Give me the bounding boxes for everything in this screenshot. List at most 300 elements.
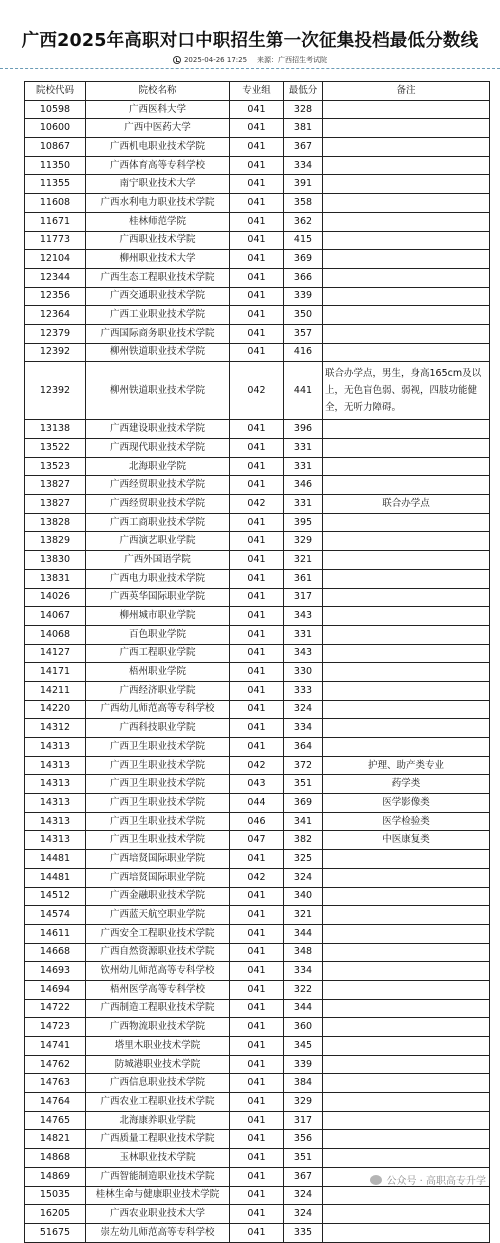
table-row	[25, 625, 490, 644]
major-group-cell: 041	[230, 287, 284, 306]
column-header: 院校代码	[25, 82, 86, 101]
school-name-cell: 广西培贤国际职业学院	[86, 850, 230, 869]
remark-cell	[323, 551, 490, 570]
table-row	[25, 794, 490, 813]
min-score-cell: 395	[284, 513, 323, 532]
major-group-cell: 041	[230, 439, 284, 458]
school-code-cell: 14026	[25, 588, 86, 607]
min-score-cell: 372	[284, 756, 323, 775]
school-name-cell: 广西培贤国际职业学院	[86, 868, 230, 887]
remark-cell	[323, 1037, 490, 1056]
min-score-cell: 384	[284, 1074, 323, 1093]
major-group-cell: 041	[230, 906, 284, 925]
min-score-cell: 324	[284, 700, 323, 719]
table-row	[25, 1130, 490, 1149]
school-code-cell: 11355	[25, 175, 86, 194]
school-code-cell: 14068	[25, 625, 86, 644]
remark-cell	[323, 175, 490, 194]
table-row	[25, 287, 490, 306]
score-table	[24, 81, 490, 1243]
major-group-cell: 041	[230, 476, 284, 495]
school-code-cell: 15035	[25, 1186, 86, 1205]
table-row	[25, 831, 490, 850]
min-score-cell: 334	[284, 962, 323, 981]
major-group-cell: 041	[230, 887, 284, 906]
school-name-cell: 广西物流职业技术学院	[86, 1018, 230, 1037]
school-name-cell: 广西经贸职业技术学院	[86, 495, 230, 514]
major-group-cell: 041	[230, 100, 284, 119]
school-name-cell: 广西医科大学	[86, 100, 230, 119]
school-code-cell: 51675	[25, 1223, 86, 1242]
min-score-cell: 416	[284, 343, 323, 362]
school-name-cell: 广西中医药大学	[86, 119, 230, 138]
school-name-cell: 崇左幼儿师范高等专科学校	[86, 1223, 230, 1242]
school-code-cell: 12392	[25, 343, 86, 362]
school-code-cell: 10867	[25, 138, 86, 157]
school-code-cell: 14313	[25, 831, 86, 850]
remark-cell	[323, 1205, 490, 1224]
remark-cell	[323, 476, 490, 495]
remark-cell	[323, 343, 490, 362]
school-code-cell: 14722	[25, 999, 86, 1018]
remark-cell	[323, 1018, 490, 1037]
school-name-cell: 北海职业学院	[86, 457, 230, 476]
major-group-cell: 041	[230, 231, 284, 250]
school-name-cell: 北海康养职业学院	[86, 1111, 230, 1130]
remark-cell	[323, 1111, 490, 1130]
min-score-cell: 366	[284, 268, 323, 287]
major-group-cell: 041	[230, 1186, 284, 1205]
min-score-cell: 367	[284, 138, 323, 157]
table-row	[25, 644, 490, 663]
remark-cell	[323, 924, 490, 943]
school-name-cell: 广西卫生职业技术学院	[86, 756, 230, 775]
table-row	[25, 999, 490, 1018]
clock-icon	[173, 56, 181, 64]
major-group-cell: 041	[230, 324, 284, 343]
remark-cell	[323, 644, 490, 663]
min-score-cell: 324	[284, 868, 323, 887]
remark-cell	[323, 980, 490, 999]
school-code-cell: 12344	[25, 268, 86, 287]
major-group-cell: 041	[230, 1018, 284, 1037]
major-group-cell: 041	[230, 343, 284, 362]
school-name-cell: 钦州幼儿师范高等专科学校	[86, 962, 230, 981]
min-score-cell: 361	[284, 569, 323, 588]
min-score-cell: 340	[284, 887, 323, 906]
table-row	[25, 1037, 490, 1056]
school-name-cell: 广西国际商务职业技术学院	[86, 324, 230, 343]
major-group-cell: 041	[230, 306, 284, 325]
major-group-cell: 041	[230, 607, 284, 626]
min-score-cell: 325	[284, 850, 323, 869]
major-group-cell: 041	[230, 569, 284, 588]
column-header: 专业组	[230, 82, 284, 101]
major-group-cell: 041	[230, 681, 284, 700]
table-row	[25, 906, 490, 925]
remark-cell	[323, 868, 490, 887]
school-code-cell: 13830	[25, 551, 86, 570]
school-name-cell: 广西科技职业学院	[86, 719, 230, 738]
min-score-cell: 317	[284, 588, 323, 607]
column-header: 备注	[323, 82, 490, 101]
min-score-cell: 351	[284, 1149, 323, 1168]
remark-cell	[323, 532, 490, 551]
school-code-cell: 14765	[25, 1111, 86, 1130]
school-name-cell: 广西卫生职业技术学院	[86, 775, 230, 794]
school-code-cell: 14220	[25, 700, 86, 719]
major-group-cell: 041	[230, 194, 284, 213]
school-code-cell: 16205	[25, 1205, 86, 1224]
table-row	[25, 457, 490, 476]
remark-cell	[323, 156, 490, 175]
min-score-cell: 331	[284, 457, 323, 476]
major-group-cell: 041	[230, 850, 284, 869]
school-name-cell: 广西自然资源职业技术学院	[86, 943, 230, 962]
school-name-cell: 广西卫生职业技术学院	[86, 794, 230, 813]
school-code-cell: 13831	[25, 569, 86, 588]
min-score-cell: 324	[284, 1186, 323, 1205]
school-name-cell: 玉林职业技术学院	[86, 1149, 230, 1168]
major-group-cell: 043	[230, 775, 284, 794]
school-code-cell: 13138	[25, 420, 86, 439]
school-name-cell: 百色职业学院	[86, 625, 230, 644]
major-group-cell: 041	[230, 1223, 284, 1242]
table-row	[25, 362, 490, 420]
major-group-cell: 041	[230, 644, 284, 663]
major-group-cell: 041	[230, 420, 284, 439]
dashed-divider	[0, 68, 500, 69]
remark-cell: 医学影像类	[323, 794, 490, 813]
major-group-cell: 041	[230, 1167, 284, 1186]
school-code-cell: 14312	[25, 719, 86, 738]
remark-cell: 医学检验类	[323, 812, 490, 831]
school-code-cell: 12379	[25, 324, 86, 343]
school-code-cell: 13827	[25, 476, 86, 495]
school-name-cell: 广西外国语学院	[86, 551, 230, 570]
min-score-cell: 329	[284, 1093, 323, 1112]
remark-cell	[323, 1055, 490, 1074]
school-name-cell: 广西农业职业技术大学	[86, 1205, 230, 1224]
min-score-cell: 351	[284, 775, 323, 794]
watermark-text: 公众号 · 高职高专升学	[386, 1176, 486, 1187]
min-score-cell: 328	[284, 100, 323, 119]
remark-cell: 护理、助产类专业	[323, 756, 490, 775]
min-score-cell: 334	[284, 156, 323, 175]
school-code-cell: 14313	[25, 738, 86, 757]
major-group-cell: 041	[230, 700, 284, 719]
remark-cell	[323, 287, 490, 306]
table-row	[25, 138, 490, 157]
school-name-cell: 南宁职业技术大学	[86, 175, 230, 194]
school-code-cell: 14481	[25, 850, 86, 869]
school-name-cell: 广西制造工程职业技术学院	[86, 999, 230, 1018]
major-group-cell: 047	[230, 831, 284, 850]
min-score-cell: 350	[284, 306, 323, 325]
remark-cell	[323, 194, 490, 213]
major-group-cell: 041	[230, 250, 284, 269]
major-group-cell: 046	[230, 812, 284, 831]
table-row	[25, 1205, 490, 1224]
remark-cell	[323, 212, 490, 231]
major-group-cell: 041	[230, 625, 284, 644]
min-score-cell: 343	[284, 644, 323, 663]
school-code-cell: 13523	[25, 457, 86, 476]
school-code-cell: 14741	[25, 1037, 86, 1056]
major-group-cell: 041	[230, 1111, 284, 1130]
major-group-cell: 041	[230, 268, 284, 287]
table-row	[25, 607, 490, 626]
school-name-cell: 广西智能制造职业技术学院	[86, 1167, 230, 1186]
school-name-cell: 广西卫生职业技术学院	[86, 831, 230, 850]
school-code-cell: 14821	[25, 1130, 86, 1149]
major-group-cell: 041	[230, 1093, 284, 1112]
min-score-cell: 345	[284, 1037, 323, 1056]
major-group-cell: 044	[230, 794, 284, 813]
school-code-cell: 11350	[25, 156, 86, 175]
min-score-cell: 321	[284, 551, 323, 570]
school-code-cell: 12392	[25, 362, 86, 420]
school-name-cell: 梧州医学高等专科学校	[86, 980, 230, 999]
school-code-cell: 14723	[25, 1018, 86, 1037]
remark-cell	[323, 100, 490, 119]
remark-cell	[323, 850, 490, 869]
watermark	[370, 1172, 486, 1187]
remark-cell	[323, 569, 490, 588]
school-name-cell: 广西幼儿师范高等专科学校	[86, 700, 230, 719]
school-name-cell: 广西信息职业技术学院	[86, 1074, 230, 1093]
school-name-cell: 广西电力职业技术学院	[86, 569, 230, 588]
school-name-cell: 防城港职业技术学院	[86, 1055, 230, 1074]
min-score-cell: 360	[284, 1018, 323, 1037]
table-row	[25, 738, 490, 757]
major-group-cell: 041	[230, 943, 284, 962]
school-name-cell: 柳州铁道职业技术学院	[86, 343, 230, 362]
table-row	[25, 1074, 490, 1093]
table-row	[25, 156, 490, 175]
remark-cell	[323, 138, 490, 157]
min-score-cell: 367	[284, 1167, 323, 1186]
remark-cell	[323, 1130, 490, 1149]
major-group-cell: 041	[230, 156, 284, 175]
major-group-cell: 042	[230, 756, 284, 775]
school-name-cell: 广西机电职业技术学院	[86, 138, 230, 157]
school-name-cell: 广西演艺职业学院	[86, 532, 230, 551]
remark-cell	[323, 513, 490, 532]
school-code-cell: 14481	[25, 868, 86, 887]
school-name-cell: 柳州城市职业学院	[86, 607, 230, 626]
major-group-cell: 041	[230, 1037, 284, 1056]
min-score-cell: 381	[284, 119, 323, 138]
remark-cell	[323, 1223, 490, 1242]
min-score-cell: 369	[284, 250, 323, 269]
school-name-cell: 广西工业职业技术学院	[86, 306, 230, 325]
table-row	[25, 1149, 490, 1168]
school-name-cell: 广西安全工程职业技术学院	[86, 924, 230, 943]
min-score-cell: 339	[284, 1055, 323, 1074]
remark-cell	[323, 738, 490, 757]
table-row	[25, 681, 490, 700]
table-row	[25, 1111, 490, 1130]
table-row	[25, 943, 490, 962]
school-name-cell: 广西经济职业学院	[86, 681, 230, 700]
table-row	[25, 569, 490, 588]
min-score-cell: 364	[284, 738, 323, 757]
min-score-cell: 330	[284, 663, 323, 682]
remark-cell	[323, 887, 490, 906]
school-code-cell: 11773	[25, 231, 86, 250]
school-code-cell: 13522	[25, 439, 86, 458]
min-score-cell: 358	[284, 194, 323, 213]
table-row	[25, 924, 490, 943]
table-row	[25, 212, 490, 231]
table-row	[25, 663, 490, 682]
table-row	[25, 306, 490, 325]
table-row	[25, 495, 490, 514]
school-name-cell: 广西质量工程职业技术学院	[86, 1130, 230, 1149]
remark-cell	[323, 324, 490, 343]
remark-cell	[323, 625, 490, 644]
major-group-cell: 041	[230, 1055, 284, 1074]
school-name-cell: 梧州职业学院	[86, 663, 230, 682]
remark-cell: 联合办学点，男生，身高165cm及以上，无色盲色弱、弱视，四肢功能健全，无听力障碍。	[323, 362, 490, 420]
remark-cell	[323, 1074, 490, 1093]
table-row	[25, 175, 490, 194]
publish-date: 2025-04-26 17:25	[183, 56, 248, 64]
wechat-icon	[370, 1175, 382, 1185]
remark-cell: 药学类	[323, 775, 490, 794]
min-score-cell: 334	[284, 719, 323, 738]
remark-cell	[323, 906, 490, 925]
table-row	[25, 343, 490, 362]
school-name-cell: 广西建设职业技术学院	[86, 420, 230, 439]
min-score-cell: 317	[284, 1111, 323, 1130]
table-row	[25, 532, 490, 551]
column-header: 最低分	[284, 82, 323, 101]
table-row	[25, 231, 490, 250]
min-score-cell: 331	[284, 439, 323, 458]
table-row	[25, 551, 490, 570]
school-code-cell: 14171	[25, 663, 86, 682]
min-score-cell: 344	[284, 999, 323, 1018]
major-group-cell: 041	[230, 663, 284, 682]
school-name-cell: 广西英华国际职业学院	[86, 588, 230, 607]
remark-cell	[323, 1149, 490, 1168]
min-score-cell: 356	[284, 1130, 323, 1149]
school-code-cell: 12104	[25, 250, 86, 269]
school-code-cell: 13829	[25, 532, 86, 551]
school-name-cell: 广西卫生职业技术学院	[86, 738, 230, 757]
table-row	[25, 775, 490, 794]
school-name-cell: 广西生态工程职业技术学院	[86, 268, 230, 287]
table-row	[25, 1093, 490, 1112]
min-score-cell: 343	[284, 607, 323, 626]
min-score-cell: 441	[284, 362, 323, 420]
table-header-row	[25, 82, 490, 101]
school-name-cell: 广西体育高等专科学校	[86, 156, 230, 175]
major-group-cell: 041	[230, 588, 284, 607]
school-name-cell: 桂林生命与健康职业技术学院	[86, 1186, 230, 1205]
table-row	[25, 868, 490, 887]
school-code-cell: 11608	[25, 194, 86, 213]
major-group-cell: 041	[230, 1130, 284, 1149]
major-group-cell: 041	[230, 999, 284, 1018]
table-row	[25, 1055, 490, 1074]
remark-cell: 联合办学点	[323, 495, 490, 514]
remark-cell	[323, 1093, 490, 1112]
school-code-cell: 11671	[25, 212, 86, 231]
table-row	[25, 719, 490, 738]
major-group-cell: 041	[230, 962, 284, 981]
remark-cell	[323, 700, 490, 719]
school-code-cell: 14313	[25, 812, 86, 831]
min-score-cell: 369	[284, 794, 323, 813]
school-name-cell: 柳州铁道职业技术学院	[86, 362, 230, 420]
table-row	[25, 268, 490, 287]
min-score-cell: 344	[284, 924, 323, 943]
major-group-cell: 042	[230, 495, 284, 514]
remark-cell	[323, 1186, 490, 1205]
school-code-cell: 14668	[25, 943, 86, 962]
remark-cell	[323, 962, 490, 981]
min-score-cell: 341	[284, 812, 323, 831]
min-score-cell: 329	[284, 532, 323, 551]
min-score-cell: 335	[284, 1223, 323, 1242]
school-name-cell: 广西职业技术学院	[86, 231, 230, 250]
school-name-cell: 广西交通职业技术学院	[86, 287, 230, 306]
school-code-cell: 14763	[25, 1074, 86, 1093]
school-code-cell: 13828	[25, 513, 86, 532]
school-code-cell: 14868	[25, 1149, 86, 1168]
school-name-cell: 广西金融职业技术学院	[86, 887, 230, 906]
table-row	[25, 588, 490, 607]
major-group-cell: 041	[230, 175, 284, 194]
min-score-cell: 331	[284, 625, 323, 644]
major-group-cell: 041	[230, 924, 284, 943]
min-score-cell: 357	[284, 324, 323, 343]
school-code-cell: 14313	[25, 775, 86, 794]
min-score-cell: 324	[284, 1205, 323, 1224]
table-row	[25, 119, 490, 138]
remark-cell	[323, 119, 490, 138]
table-row	[25, 887, 490, 906]
major-group-cell: 041	[230, 738, 284, 757]
major-group-cell: 041	[230, 1205, 284, 1224]
major-group-cell: 042	[230, 362, 284, 420]
table-row	[25, 812, 490, 831]
table-row	[25, 980, 490, 999]
table-row	[25, 194, 490, 213]
min-score-cell: 391	[284, 175, 323, 194]
school-name-cell: 广西蓝天航空职业学院	[86, 906, 230, 925]
major-group-cell: 041	[230, 457, 284, 476]
table-row	[25, 700, 490, 719]
table-row	[25, 756, 490, 775]
column-header: 院校名称	[86, 82, 230, 101]
school-code-cell: 13827	[25, 495, 86, 514]
school-name-cell: 广西卫生职业技术学院	[86, 812, 230, 831]
table-row	[25, 324, 490, 343]
school-code-cell: 14869	[25, 1167, 86, 1186]
min-score-cell: 322	[284, 980, 323, 999]
school-name-cell: 广西水利电力职业技术学院	[86, 194, 230, 213]
school-code-cell: 14067	[25, 607, 86, 626]
major-group-cell: 041	[230, 138, 284, 157]
table-row	[25, 1186, 490, 1205]
school-code-cell: 14127	[25, 644, 86, 663]
school-code-cell: 12356	[25, 287, 86, 306]
remark-cell: 中医康复类	[323, 831, 490, 850]
